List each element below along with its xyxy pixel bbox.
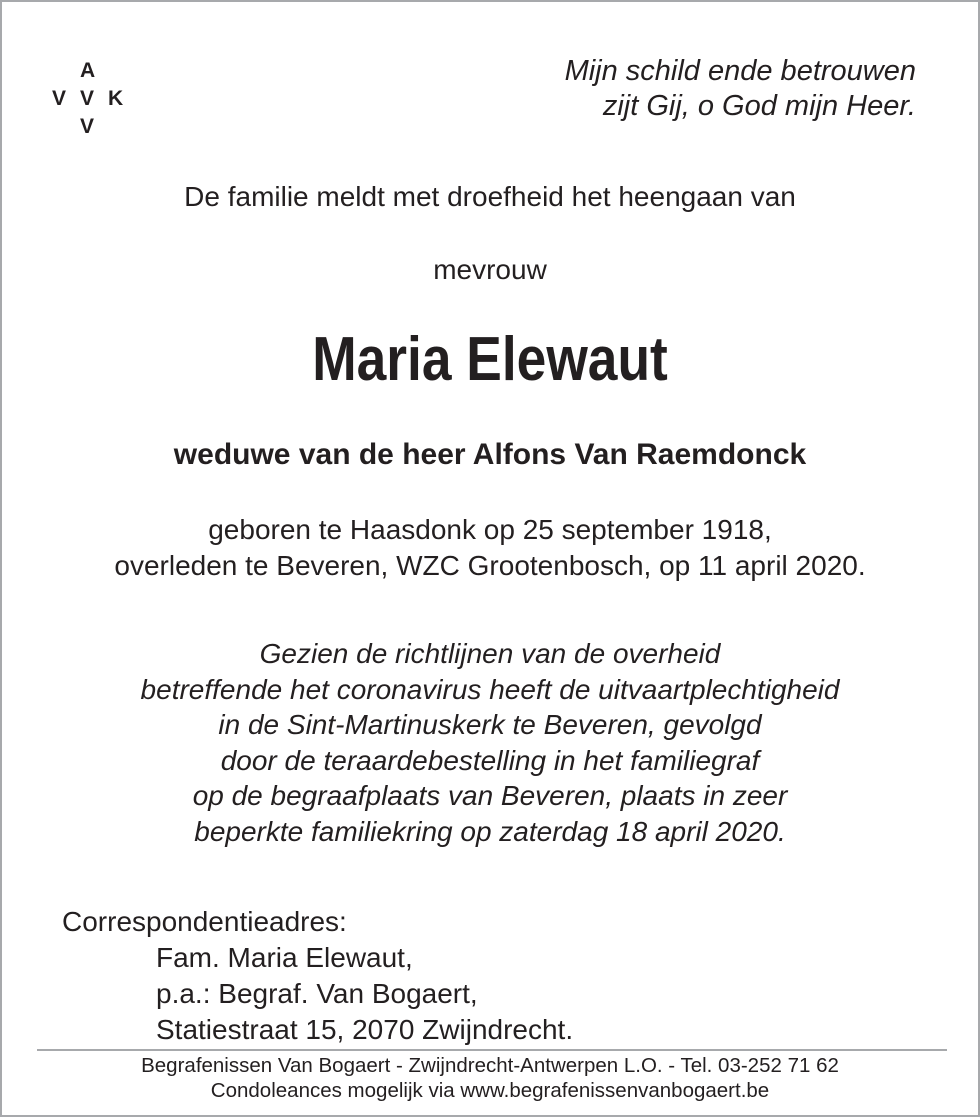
death-line: overleden te Beveren, WZC Grootenbosch, op 11 april 2020. xyxy=(114,550,866,581)
motto-line: zijt Gij, o God mijn Heer. xyxy=(602,90,916,122)
emblem-letter-bottom: V xyxy=(80,115,95,138)
spouse-line: weduwe van de heer Alfons Van Raemdonck xyxy=(173,438,807,471)
notice-line: Gezien de richtlijnen van de overheid xyxy=(259,638,721,669)
footer-contact-line: Begrafenissen Van Bogaert - Zwijndrecht-Antwerpen L.O. - Tel. 03-252 71 62 xyxy=(141,1054,839,1077)
motto xyxy=(565,54,916,124)
notice-line: betreffende het coronavirus heeft de uitvaartplechtigheid xyxy=(140,673,840,705)
notice-line: op de begraafplaats van Beveren, plaats in zeer xyxy=(192,780,788,811)
emblem-letter-right: K xyxy=(108,87,124,110)
emblem-letter-left: V xyxy=(52,87,67,110)
address-line: Statiestraat 15, 2070 Zwijndrecht. xyxy=(156,1014,574,1045)
honorific: mevrouw xyxy=(433,254,547,285)
address-line: Fam. Maria Elewaut, xyxy=(156,942,413,973)
deceased-name: Maria Elewaut xyxy=(312,325,668,394)
notice-line: door de teraardebestelling in het familiegraf xyxy=(220,744,760,776)
notice-line: in de Sint-Martinuskerk te Beveren, gevolgd xyxy=(218,709,762,740)
notice-line: beperkte familiekring op zaterdag 18 april 2020. xyxy=(194,815,786,847)
footer-divider xyxy=(37,1049,947,1051)
birth-line: geboren te Haasdonk op 25 september 1918, xyxy=(208,514,772,545)
life-dates xyxy=(2,512,978,584)
avv-vvk-emblem xyxy=(52,60,128,136)
correspondence-address xyxy=(62,904,573,1048)
funeral-home-footer xyxy=(2,1053,978,1103)
footer-condolence-line: Condoleances mogelijk via www.begrafenissenvanbogaert.be xyxy=(210,1079,770,1102)
funeral-notice xyxy=(2,636,978,849)
address-line: p.a.: Begraf. Van Bogaert, xyxy=(156,978,478,1009)
motto-line: Mijn schild ende betrouwen xyxy=(564,55,916,87)
intro-text: De familie meldt met droefheid het heengaan van xyxy=(184,181,796,212)
emblem-letter-top: A xyxy=(80,59,96,82)
correspondence-label: Correspondentieadres: xyxy=(62,906,347,937)
emblem-letter-middle: V xyxy=(80,87,95,110)
